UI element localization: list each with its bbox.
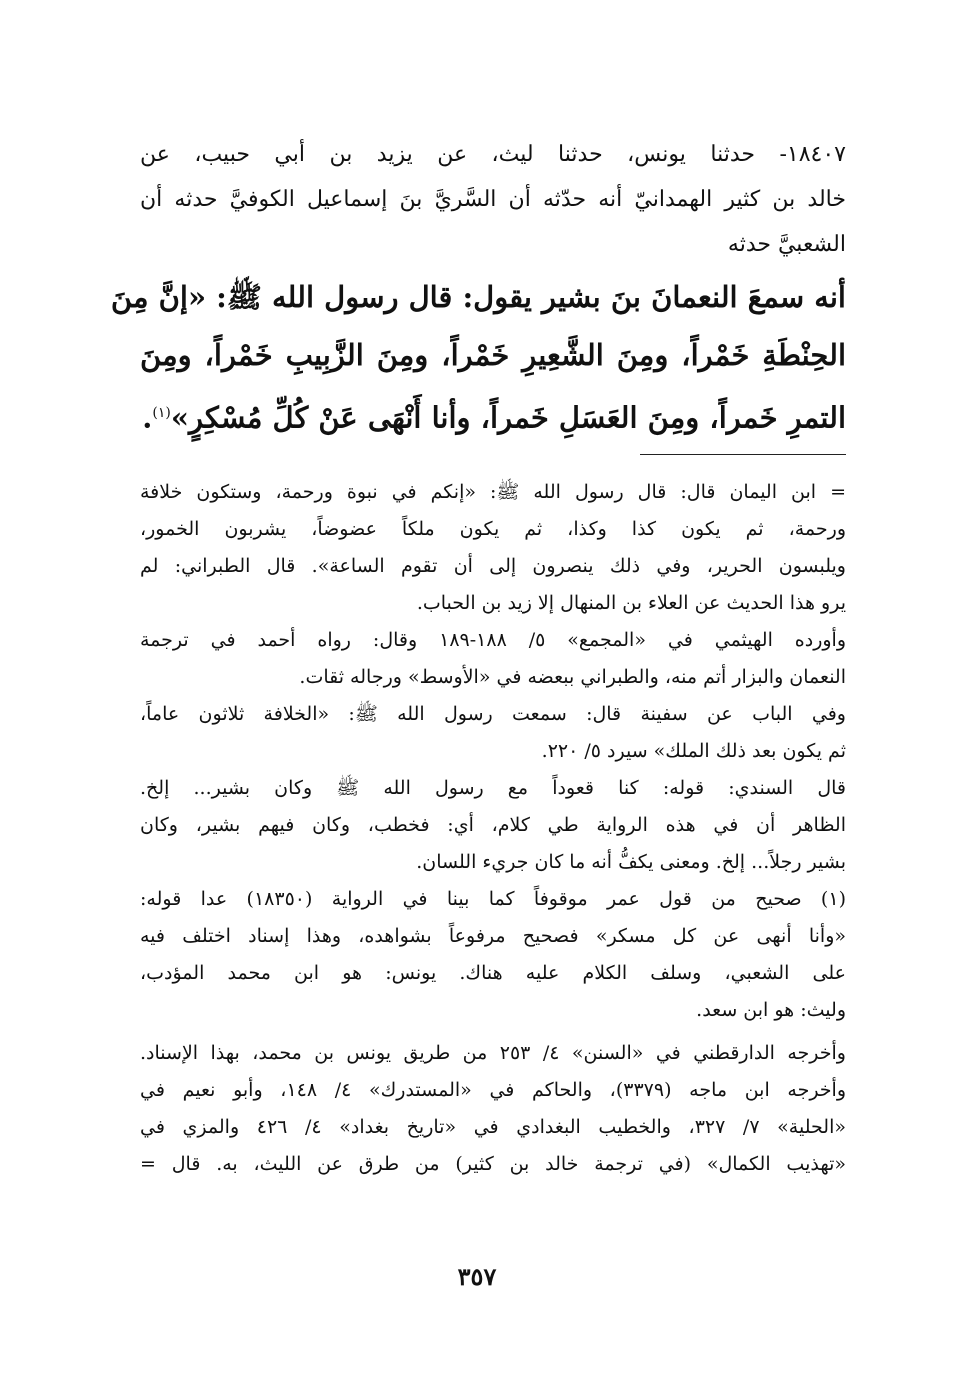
- matn-line-last: [140, 384, 846, 447]
- footnote-line: وفي الباب عن سفينة قال: سمعت رسول الله ﷺ: «الخلافة ثلاثون عاماً،: [140, 703, 846, 725]
- footnote-line: على الشعبي، وسلف الكلام عليه هناك. يونس: هو ابن محمد المؤدب،: [140, 962, 846, 984]
- footnote-paragraph: [140, 1035, 846, 1183]
- footnote-line: ورحمة، ثم يكون كذا وكذا، ثم يكون ملكاً عضوضاً، يشربون الخمور،: [140, 518, 846, 540]
- footnote-line: قال السندي: قوله: كنا قعوداً مع رسول الله ﷺ وكان بشير... إلخ.: [140, 777, 846, 799]
- footnote-line: (١) صحيح من قول عمر موقوفاً كما بينا في الرواية (١٨٣٥٠) عدا قوله:: [140, 888, 846, 910]
- matn-line: أنه سمعَ النعمانَ بنَ بشير يقول: قال رسول الله ﷺ: «إنَّ مِنَ: [110, 280, 846, 314]
- footnote-line: وأخرجه الدارقطني في «السنن» ٤/ ٢٥٣ من طريق يونس بن محمد، بهذا الإسناد.: [140, 1042, 846, 1064]
- footnote-line: وليث: هو ابن سعد.: [696, 999, 846, 1021]
- footnote-line: «وأنا أنهى عن كل مسكر» فصحيح مرفوعاً بشواهده، وهذا إسناد اختلف فيه: [140, 925, 846, 947]
- footnote-paragraph: [140, 770, 846, 881]
- matn-end: .: [142, 400, 153, 435]
- footnote-line: بشير رجلاً... إلخ. ومعنى يكفُّ أنه ما كان جريء اللسان.: [416, 851, 846, 873]
- footnote-line: = ابن اليمان قال: قال رسول الله ﷺ: «إنكم في نبوة ورحمة، وستكون خلافة: [140, 481, 846, 503]
- footnote-line: «الحلية» ٧/ ٣٢٧، والخطيب البغدادي في «تاريخ بغداد» ٤/ ٤٢٦ والمزي في: [140, 1116, 846, 1138]
- footnote-paragraph: [140, 474, 846, 622]
- footnote-line: الظاهر أن في هذه الرواية طي كلام، أي: فخطب، وكان فيهم بشير، وكان: [140, 814, 846, 836]
- isnad-line: الشعبيَّ حدثه: [727, 232, 846, 257]
- matn-line-text: التمرِ خَمراً، ومِنَ العَسَلِ خَمراً، وأنا أَنْهَى عَنْ كُلِّ مُسْكِرٍ»: [170, 400, 846, 435]
- hadith-isnad: [140, 132, 846, 267]
- isnad-line: ١٨٤٠٧- حدثنا يونس، حدثنا ليث، عن يزيد بن أبي حبيب، عن: [140, 142, 846, 167]
- footnote-paragraph: [140, 622, 846, 696]
- page-number: ٣٥٧: [457, 1262, 497, 1291]
- footnote-line: وأخرجه ابن ماجه (٣٣٧٩)، والحاكم في «المستدرك» ٤/ ١٤٨، وأبو نعيم في: [140, 1079, 846, 1101]
- isnad-line: خالد بن كثير الهمدانيّ أنه حدّثه أن السَّريَّ بنَ إسماعيل الكوفيَّ حدثه أن: [140, 187, 846, 212]
- footnote-paragraph: [140, 881, 846, 1029]
- footnotes: [140, 474, 846, 1183]
- footnote-line: وأورده الهيثمي في «المجمع» ٥/ ١٨٨-١٨٩ وقال: رواه أحمد في ترجمة: [140, 629, 846, 651]
- matn-line: الحِنْطَةِ خَمْراً، ومِنَ الشَّعِيرِ خَمْراً، ومِنَ الزَّبِيبِ خَمْراً، ومِنَ: [140, 338, 846, 372]
- footnote-line: ويلبسون الحرير، وفي ذلك ينصرون إلى أن تقوم الساعة». قال الطبراني: لم: [140, 555, 846, 577]
- footnote-line: النعمان والبزار أتم منه، والطبراني ببعضه في «الأوسط» ورجاله ثقات.: [299, 666, 846, 688]
- footnote-line: يرو هذا الحديث عن العلاء بن المنهال إلا زيد بن الحباب.: [416, 592, 846, 614]
- footnote-paragraph: [140, 696, 846, 770]
- hadith-matn: [110, 268, 846, 447]
- footnote-ref: (١): [152, 405, 171, 421]
- footnote-separator: [640, 454, 846, 455]
- footnote-line: ثم يكون بعد ذلك الملك» سيرد ٥/ ٢٢٠.: [541, 740, 846, 762]
- footnote-line: «تهذيب الكمال» (في ترجمة خالد بن كثير) من طرق عن الليث، به. قال =: [140, 1153, 846, 1175]
